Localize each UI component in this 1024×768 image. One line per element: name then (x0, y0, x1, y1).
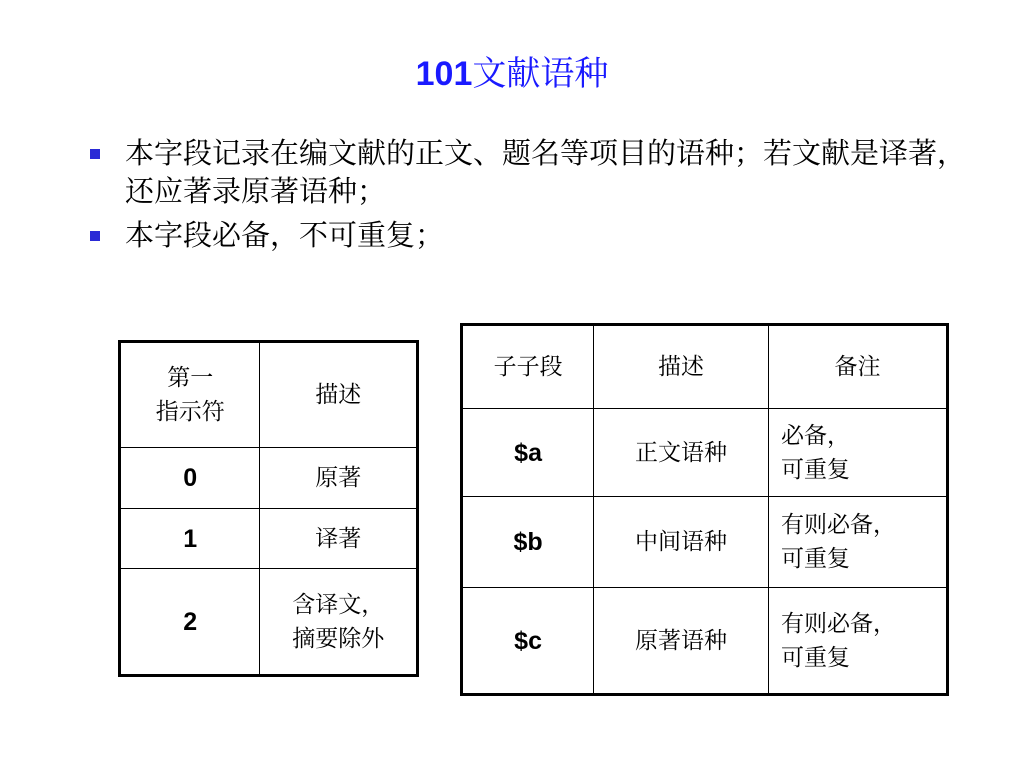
subfield-table (460, 323, 949, 696)
indicator-description: 译著 (260, 509, 418, 569)
header-cell-description: 描述 (594, 325, 769, 409)
indicator-description: 原著 (260, 448, 418, 509)
table-row (120, 509, 418, 569)
table-header-row (120, 342, 418, 448)
bullet-item (88, 216, 968, 254)
indicator-value: 2 (120, 569, 260, 676)
indicator-value: 1 (120, 509, 260, 569)
subfield-description: 原著语种 (594, 588, 769, 695)
bullet-text: 本字段记录在编文献的正文、题名等项目的语种；若文献是译著，还应著录原著语种； (125, 136, 967, 208)
table-row (462, 588, 948, 695)
subfield-description: 中间语种 (594, 497, 769, 588)
table-header-row (462, 325, 948, 409)
header-cell-indicator: 第一 指示符 (120, 342, 260, 448)
bullet-square-icon (90, 149, 100, 159)
table-row (462, 497, 948, 588)
table-row (120, 569, 418, 676)
bullet-list (88, 134, 968, 260)
bullet-item (88, 134, 968, 210)
subfield-code: $b (462, 497, 594, 588)
subfield-description: 正文语种 (594, 409, 769, 497)
title-text: 文献语种 (472, 54, 609, 94)
indicator-table (118, 340, 419, 677)
header-cell-note: 备注 (768, 325, 947, 409)
subfield-note: 必备， 可重复 (768, 409, 947, 497)
bullet-square-icon (90, 231, 100, 241)
indicator-value: 0 (120, 448, 260, 509)
subfield-code: $c (462, 588, 594, 695)
subfield-code: $a (462, 409, 594, 497)
subfield-note: 有则必备， 可重复 (768, 497, 947, 588)
indicator-description: 含译文， 摘要除外 (260, 569, 418, 676)
table-row (120, 448, 418, 509)
header-cell-subfield: 子子段 (462, 325, 594, 409)
bullet-text: 本字段必备，不可重复； (125, 218, 445, 252)
title-number: 101 (415, 55, 473, 93)
subfield-note: 有则必备， 可重复 (768, 588, 947, 695)
slide-title (0, 52, 1024, 96)
header-cell-description: 描述 (260, 342, 418, 448)
table-row (462, 409, 948, 497)
